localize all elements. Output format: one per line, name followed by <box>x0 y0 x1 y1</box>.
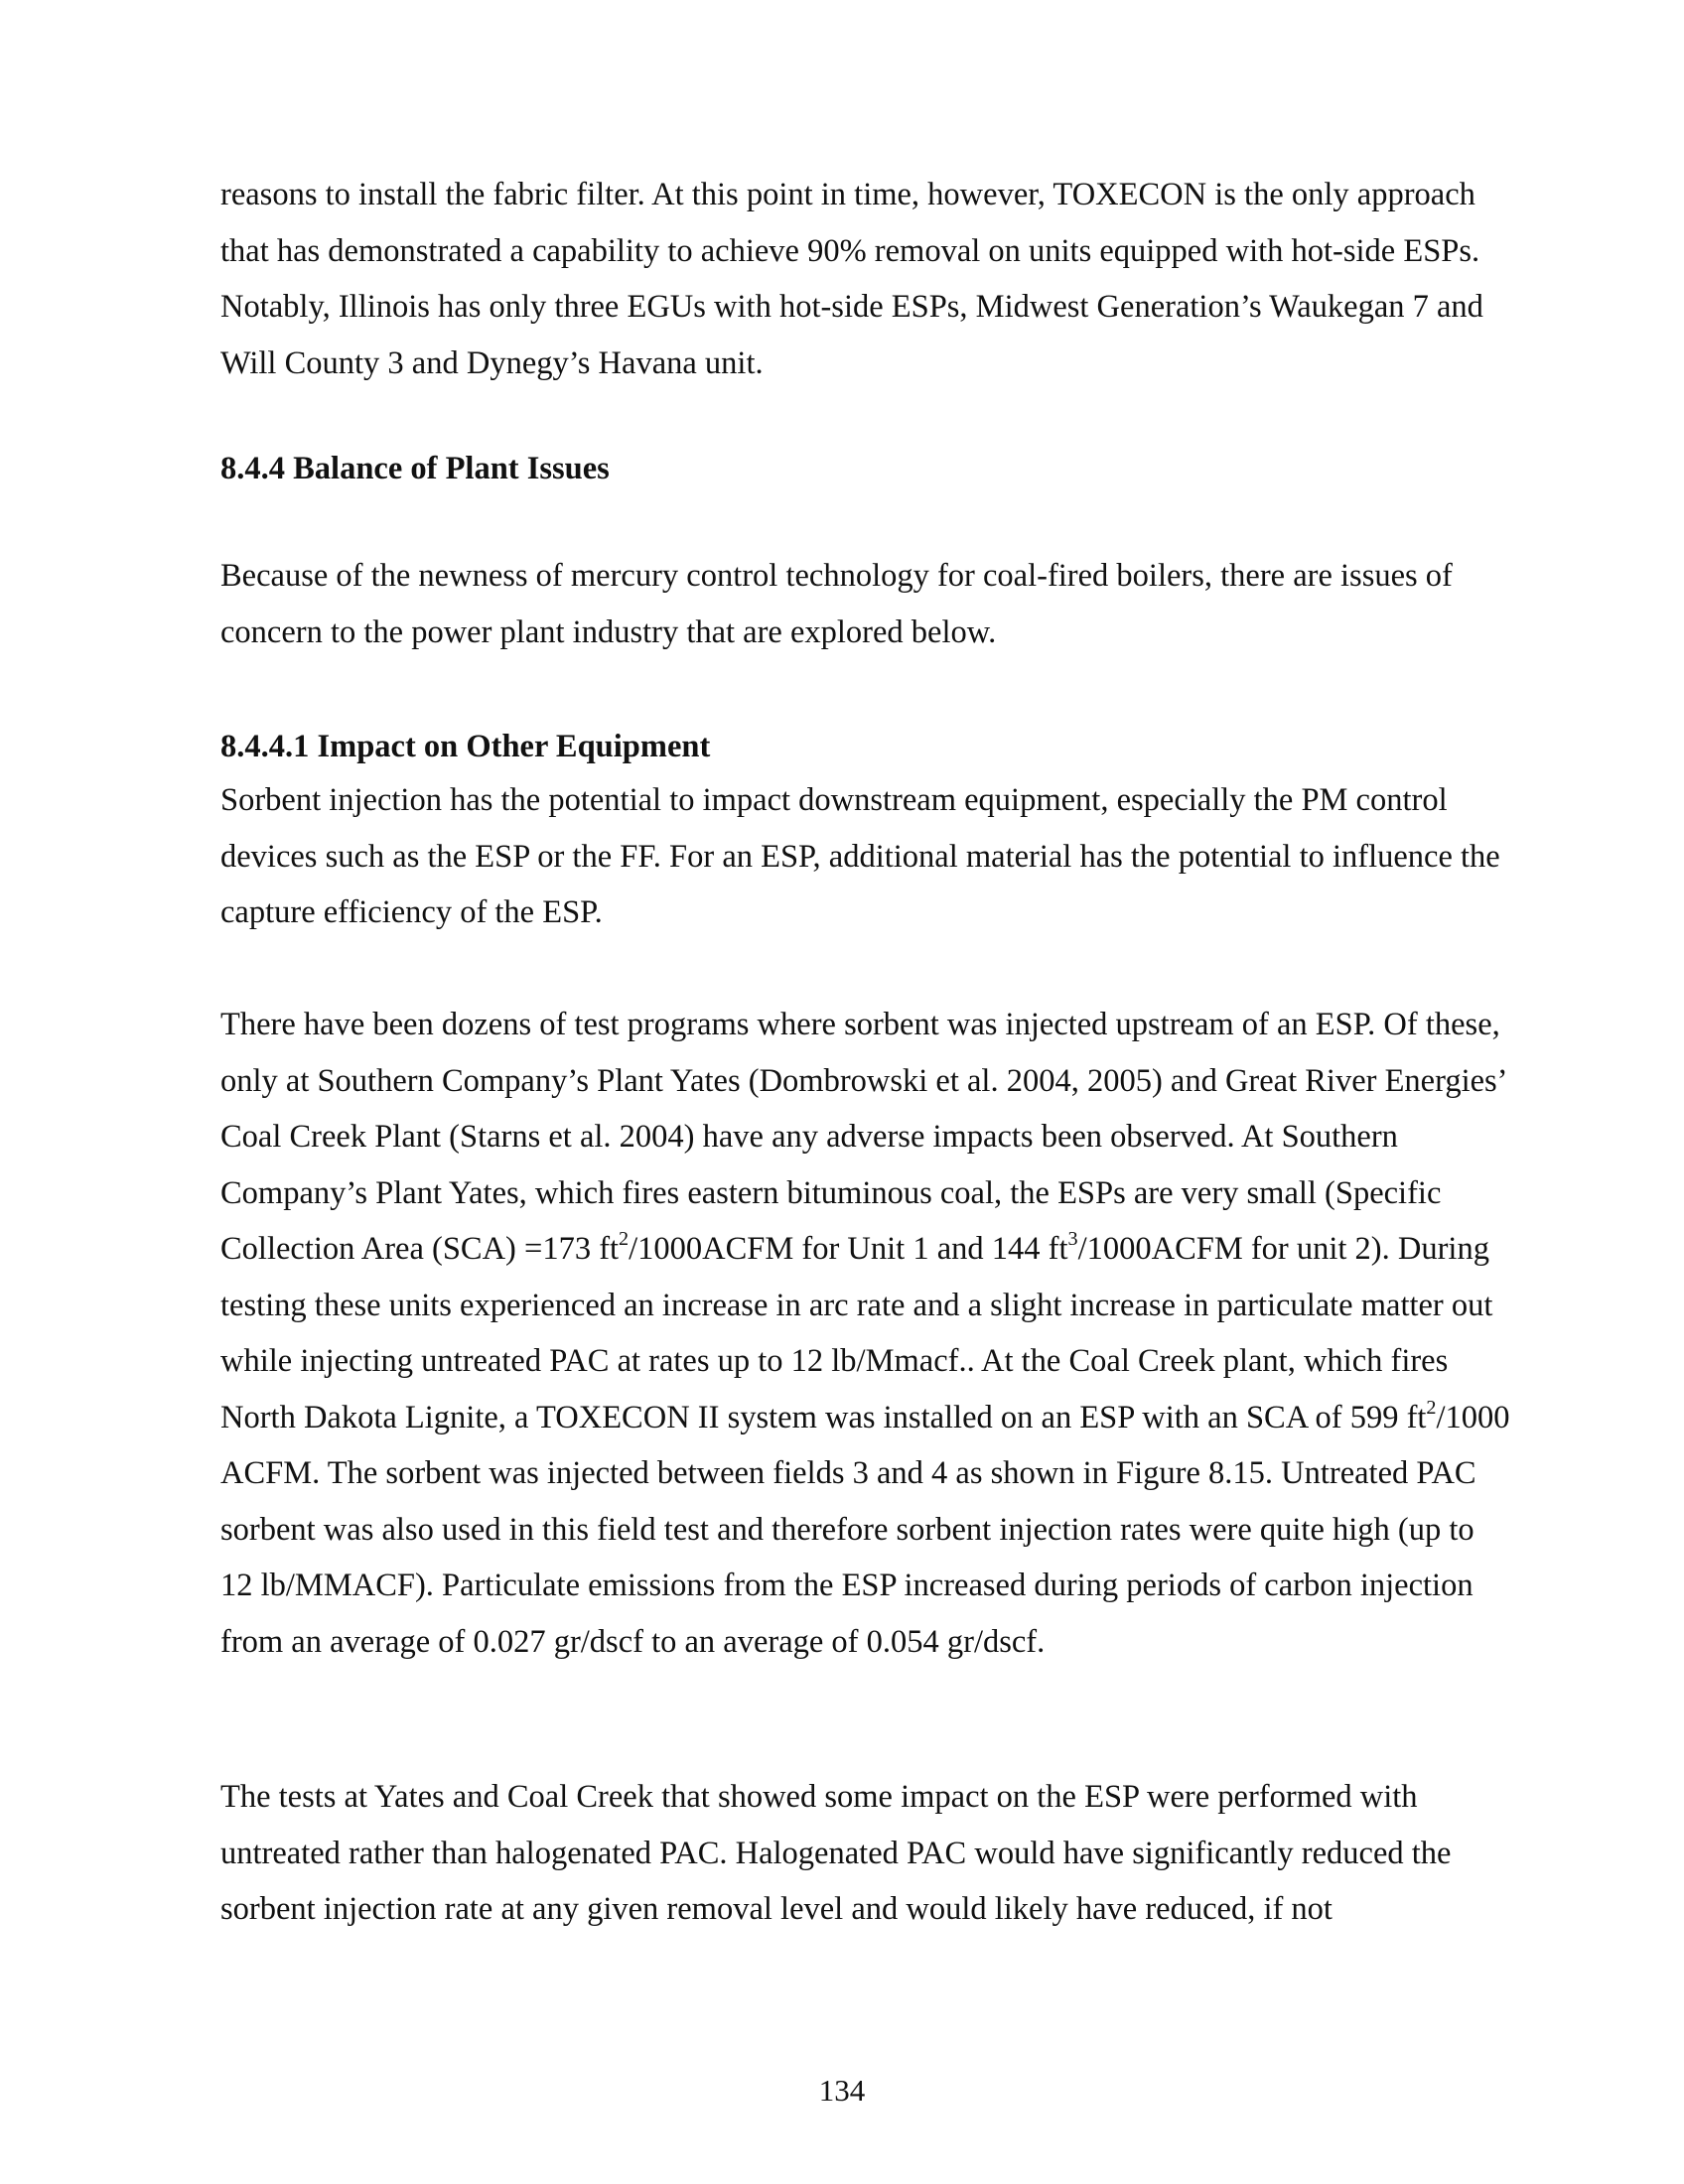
paragraph-yates-coal-creek: The tests at Yates and Coal Creek that showed some impact on the ESP were performed with untreated rather than halogenated PAC. Halogenated PAC would have significantly reduced the sorbent injection rate at any given removal level and would likely have reduced, if not <box>220 1779 1452 1927</box>
section-heading-balance-of-plant: 8.4.4 Balance of Plant Issues <box>220 451 610 486</box>
text-run: There have been dozens of test programs where sorbent was injected upstream of an ESP. Of these, only at Southern Company’s Plant Yates (Dombrowski et al. 2004, 2005) and Great River Energies’ Coal Creek Plant (Starns et al. 2004) have any adverse impacts been observed. At Southern Company’s Plant Yates, which fires eastern bituminous coal, the ESPs are very small (Specific Collection Area (SCA) =173 ft <box>220 1007 1506 1267</box>
paragraph-newness: Because of the newness of mercury control technology for coal-fired boilers, there are issues of concern to the power plant industry that are explored below. <box>220 558 1453 650</box>
superscript: 3 <box>1067 1227 1078 1250</box>
paragraph-toxecon: reasons to install the fabric filter. At this point in time, however, TOXECON is the only approach that has demonstrated a capability to achieve 90% removal on units equipped with hot-side ESPs. Notably, Illinois has only three EGUs with hot-side ESPs, Midwest Generation’s Waukegan 7 and Will County 3 and Dynegy’s Havana unit. <box>220 177 1483 381</box>
paragraph-test-programs <box>220 997 1511 1670</box>
text-run: /1000 ACFM. The sorbent was injected between fields 3 and 4 as shown in Figure 8.15. Untreated PAC sorbent was also used in this field test and therefore sorbent injection rates were quite high (up to 12 lb/MMACF). Particulate emissions from the ESP increased during periods of carbon injection from an average of 0.027 gr/dscf to an average of 0.054 gr/dscf. <box>220 1399 1510 1660</box>
superscript: 2 <box>1426 1396 1437 1419</box>
page-number: 134 <box>818 2073 866 2108</box>
superscript: 2 <box>619 1227 630 1250</box>
paragraph-sorbent-injection: Sorbent injection has the potential to impact downstream equipment, especially the PM control devices such as the ESP or the FF. For an ESP, additional material has the potential to influence the capture efficiency of the ESP. <box>220 782 1500 930</box>
text-run: /1000ACFM for Unit 1 and 144 ft <box>629 1231 1068 1267</box>
text-run: /1000ACFM for unit 2). During testing these units experienced an increase in arc rate and a slight increase in particulate matter out while injecting untreated PAC at rates up to 12 lb/Mmacf.. At the Coal Creek plant, which fires North Dakota Lignite, a TOXECON II system was installed on an ESP with an SCA of 599 ft <box>220 1231 1493 1435</box>
subsection-heading-impact: 8.4.4.1 Impact on Other Equipment <box>220 729 711 764</box>
